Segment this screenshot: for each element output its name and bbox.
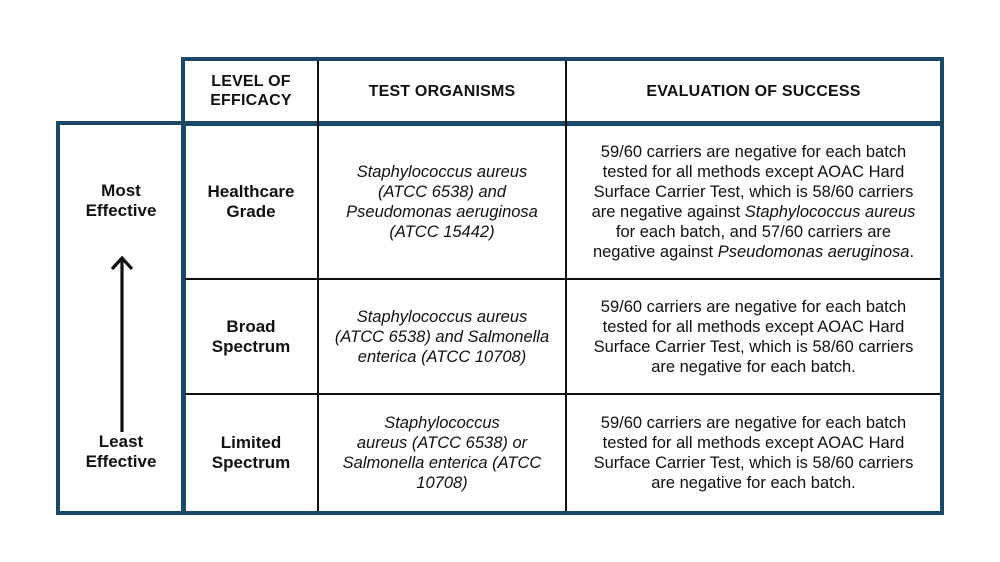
most-effective-label <box>60 181 182 221</box>
header-evaluation-of-success <box>567 61 940 121</box>
evaluation-line: tested for all methods except AOAC Hard <box>602 434 905 452</box>
organism-line: (ATCC 6538) and <box>377 182 507 201</box>
row-limited-evaluation <box>567 395 940 511</box>
evaluation-line: 59/60 carriers are negative for each batch <box>600 142 907 161</box>
organism-name: Pseudomonas aeruginosa <box>717 242 910 261</box>
organism-line: enterica (ATCC 10708) <box>357 347 527 366</box>
evaluation-line <box>592 202 916 222</box>
organism-line: (ATCC 15442) <box>389 222 495 241</box>
header-level-line2: EFFICACY <box>210 92 292 109</box>
evaluation-line: tested for all methods except AOAC Hard <box>602 162 905 181</box>
organism-line: (ATCC 6538) and Salmonella <box>334 327 550 346</box>
organism-line: Staphylococcus <box>384 414 500 432</box>
least-effective-label <box>60 432 182 472</box>
arrow-up-icon <box>110 254 134 432</box>
evaluation-line: 59/60 carriers are negative for each batch <box>600 414 907 432</box>
header-level-of-efficacy <box>185 61 317 121</box>
evaluation-line: Surface Carrier Test, which is 58/60 carriers <box>593 454 914 472</box>
header-level-line1: LEVEL OF <box>211 73 291 90</box>
level-name-line1: Limited <box>220 433 282 452</box>
evaluation-line: tested for all methods except AOAC Hard <box>602 317 905 336</box>
evaluation-line: 59/60 carriers are negative for each batch <box>600 297 907 316</box>
row-broad-evaluation <box>567 280 940 393</box>
organism-line: aureus (ATCC 6538) or <box>356 434 528 452</box>
organism-name: Staphylococcus aureus <box>744 202 916 221</box>
evaluation-text: . <box>909 242 915 261</box>
level-name-line2: Spectrum <box>211 453 291 472</box>
header-test-organisms-label: TEST ORGANISMS <box>368 82 516 100</box>
organism-line: 10708) <box>416 474 468 492</box>
row-healthcare-level <box>185 125 317 278</box>
row-limited-organisms <box>319 395 565 511</box>
row-healthcare-organisms <box>319 125 565 278</box>
evaluation-line: are negative for each batch. <box>651 474 856 492</box>
evaluation-text: are negative against <box>591 202 745 221</box>
most-effective-line1: Most <box>101 181 141 200</box>
level-name-line2: Grade <box>226 201 276 221</box>
evaluation-line <box>592 242 916 262</box>
level-name-line2: Spectrum <box>211 336 291 356</box>
row-broad-level <box>185 280 317 393</box>
level-name-line1: Broad <box>226 316 276 336</box>
header-test-organisms <box>319 61 565 121</box>
evaluation-line: are negative for each batch. <box>651 357 856 376</box>
row-broad-organisms <box>319 280 565 393</box>
organism-line: Staphylococcus aureus <box>356 307 528 326</box>
level-name-line1: Healthcare <box>207 181 295 201</box>
evaluation-text: negative against <box>592 242 718 261</box>
organism-line: Pseudomonas aeruginosa <box>346 202 538 221</box>
header-evaluation-label: EVALUATION OF SUCCESS <box>646 82 861 100</box>
organism-line: Salmonella enterica (ATCC <box>342 454 542 472</box>
row-healthcare-evaluation <box>567 125 940 278</box>
evaluation-line: Surface Carrier Test, which is 58/60 carriers <box>593 337 914 356</box>
evaluation-line: for each batch, and 57/60 carriers are <box>615 222 892 241</box>
row-limited-level <box>185 395 317 511</box>
evaluation-line: Surface Carrier Test, which is 58/60 carriers <box>593 182 914 201</box>
organism-line: Staphylococcus aureus <box>356 162 528 181</box>
most-effective-line2: Effective <box>85 201 157 220</box>
least-effective-line2: Effective <box>85 452 157 471</box>
least-effective-line1: Least <box>98 432 144 451</box>
